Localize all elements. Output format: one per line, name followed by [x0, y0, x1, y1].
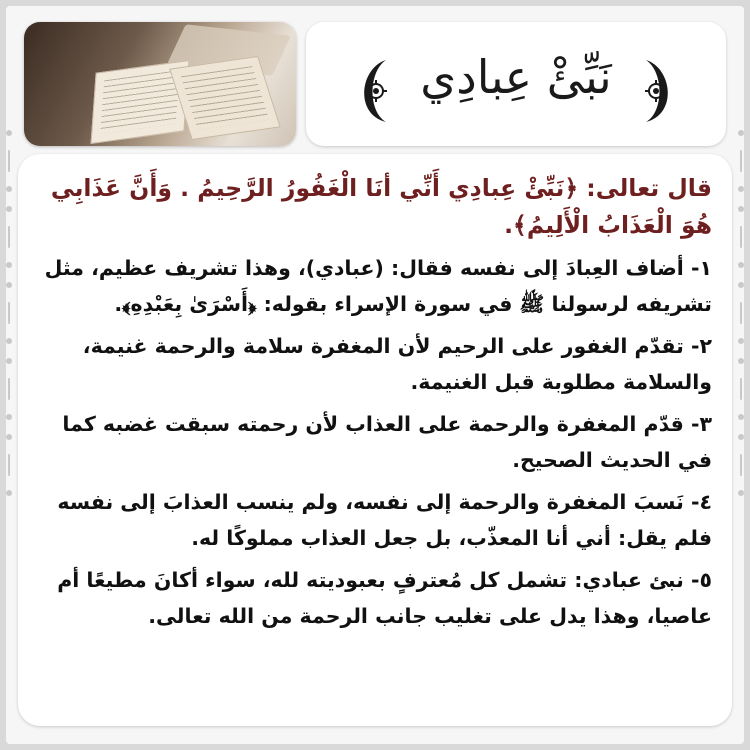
point-4: ٤- نَسبَ المغفرة والرحمة إلى نفسه، ولم ينسب العذابَ إلى نفسه فلم يقل: أني أنا المعذّب، بل جعل العذاب مملوكًا له. — [57, 490, 712, 550]
quran-photo — [24, 22, 296, 146]
page-title: نَبِّئْ عِبادِي — [420, 50, 612, 104]
title-card — [306, 22, 726, 146]
content-card — [18, 154, 732, 726]
content-body — [38, 170, 712, 634]
point-5: ٥- نبئ عبادي: تشمل كل مُعترفٍ بعبوديته لله، سواء أكانَ مطيعًا أم عاصيا، وهذا يدل على تغليب جانب الرحمة من الله تعالى. — [57, 568, 712, 628]
point-1: ١- أضاف العِبادَ إلى نفسه فقال: (عبادي)، وهذا تشريف عظيم، مثل تشريفه لرسولنا ﷺ في سورة الإسراء بقوله: ﴿أَسْرَىٰ بِعَبْدِهِ﴾. — [44, 256, 712, 316]
left-dot-decoration — [4, 130, 14, 730]
point-2: ٢- تقدّم الغفور على الرحيم لأن المغفرة سلامة والرحمة غنيمة، والسلامة مطلوبة قبل الغنيمة. — [82, 334, 712, 394]
quran-verse: قال تعالى: ﴿نَبِّئْ عِبادِي أَنِّي أنَا الْغَفُورُ الرَّحِيمُ . وَأَنَّ عَذَابِي هُوَ الْعَذَابُ الْأَلِيمُ﴾. — [50, 174, 712, 239]
right-dot-decoration — [736, 130, 746, 730]
point-3: ٣- قدّم المغفرة والرحمة على العذاب لأن رحمته سبقت غضبه كما في الحديث الصحيح. — [62, 412, 712, 472]
crescent-ornament-icon — [632, 56, 686, 126]
